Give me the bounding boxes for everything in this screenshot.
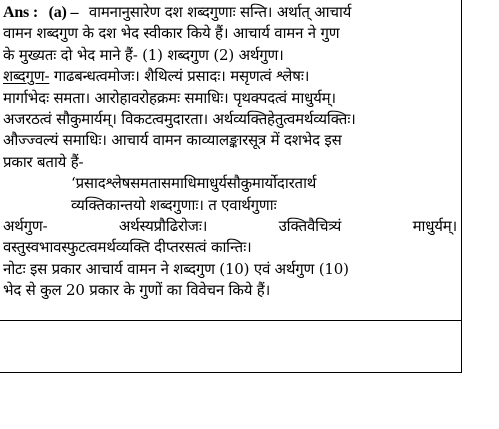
arthaguna-ojas: अर्थस्यप्रौढिरोजः। — [118, 217, 208, 236]
divider-bottom — [0, 372, 462, 373]
answer-line-1 — [3, 2, 457, 23]
arthaguna-madhurya: माधुर्यम्। — [412, 217, 457, 236]
shabdaguna-definitions-1: गाढबन्धत्वमोजः। शैथिल्यं प्रसादः। मसृणत्वं श्लेषः। — [49, 67, 310, 86]
shabdaguna-heading: शब्दगुण- — [3, 67, 50, 86]
answer-line-2: वामन शब्दगुण के दश भेद स्वीकार किये हैं। आचार्य वामन ने गुण — [3, 24, 340, 43]
answer-part-label: (a) – — [48, 4, 79, 21]
shabdaguna-line-4: औज्ज्वल्यं समाधिः। आचार्य वामन काव्यालङ्कारसूत्र में दशभेद इस — [3, 131, 342, 150]
arthaguna-ukti: उक्तिवैचित्र्यं — [278, 217, 342, 236]
shabdaguna-line-5: प्रकार बताये हैं- — [3, 152, 84, 171]
note-line-1: नोटः इस प्रकार आचार्य वामन ने शब्दगुण (10) एवं अर्थगुण (10) — [3, 259, 349, 278]
sutra-quote-line-2: व्यक्तिकान्तयो शब्दगुणाः। त एवार्थगुणाः — [71, 195, 277, 214]
answer-intro-text: वामनानुसारेण दश शब्दगुणाः सन्ति। अर्थात् आचार्य — [88, 3, 352, 21]
shabdaguna-line-3: अजरठत्वं सौकुमार्यम्। विकटत्वमुदारता। अर्थव्यक्तिहेतुत्वमर्थव्यक्तिः। — [3, 110, 356, 129]
answer-label: Ans : — [3, 4, 39, 21]
shabdaguna-line-2: मार्गाभेदः समता। आरोहावरोहक्रमः समाधिः। पृथक्पदत्वं माधुर्यम्। — [3, 88, 336, 107]
arthaguna-heading: अर्थगुण- — [3, 217, 48, 236]
answer-line-3: के मुख्यतः दो भेद माने हैं- (1) शब्दगुण (2) अर्थगुण। — [3, 45, 284, 64]
shabdaguna-line-1 — [3, 66, 457, 87]
arthaguna-line-2: वस्तुस्वभावस्फुटत्वमर्थव्यक्ति दीप्तरसत्वं कान्तिः। — [3, 238, 252, 257]
divider-after-arthaguna — [0, 320, 462, 321]
arthaguna-line-1 — [3, 216, 457, 237]
note-line-2: भेद से कुल 20 प्रकार के गुणों का विवेचन किये हैं। — [3, 281, 271, 300]
sutra-quote-line-1: ‘प्रसादश्लेषसमतासमाधिमाधुर्यसौकुमार्योदारतार्थ — [71, 174, 317, 193]
